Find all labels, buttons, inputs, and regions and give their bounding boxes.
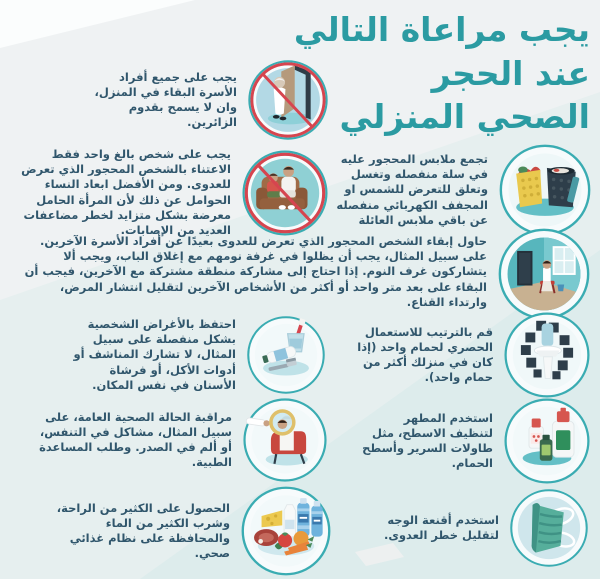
item-text: تجمع ملابس المحجور عليه في سلة منفصله وتغسل وتعلق للتعرض للشمس او المجفف الكهربائي منفصله عن باقي ملابس العائلة [336, 152, 488, 227]
page-title-line1: يجب مراعاة التالي عند الحجر [293, 10, 590, 93]
isolation-room-icon [496, 226, 592, 322]
healthy-food-icon [239, 484, 333, 578]
item-text: الحصول على الكثير من الراحة، وشرب الكثير من الماء والمحافظة على نظام غذائي صحي. [56, 500, 230, 561]
item-personal-items [7, 314, 327, 396]
item-exclusive-bathroom [340, 310, 592, 400]
item-text: قم بالترتيب للاستعمال الحصري لحمام واحد (إذا كان في منزلك أكثر من حمام واحد). [357, 324, 493, 385]
item-stay-home [5, 58, 330, 142]
item-text: يجب على شخص بالغ واحد فقط الاعتناء بالشخص المحجور الذي تعرض للعدوى. ومن الأفضل ابعاد النساء الحوامل عن ذلك لأن المرأة الحامل معرضة بشكل متزايد لخطر مضاعفات العديد من الإصابات. [21, 147, 231, 237]
laundry-baskets-icon [497, 142, 593, 238]
item-text: استخدم المطهر لتنظيف الاسطح، مثل طاولات السرير وأسطح الحمام. [362, 410, 493, 471]
item-disinfect-surfaces [342, 396, 592, 486]
face-mask-icon [508, 487, 590, 569]
item-text: احتفظ بالأغراض الشخصية بشكل منفصلة على سبيل المثال، لا تشارك المناشف أو أدوات الأكل، أو فرشاة الأسنان في نفس المكان. [73, 317, 236, 392]
item-separate-laundry [331, 142, 593, 238]
item-single-caregiver [5, 147, 330, 238]
bathroom-icon [502, 310, 592, 400]
item-health-monitoring [7, 396, 329, 484]
health-check-icon [241, 396, 329, 484]
item-text: يجب على جميع أفراد الأسرة البقاء في المنزل، وان لا يسمح بقدوم الزائرين. [94, 69, 237, 130]
page-title-line2: الصحي المنزلي [339, 97, 590, 137]
no-visitors-door-icon [246, 58, 330, 142]
item-text: مراقبة الحالة الصحية العامة، على سبيل المثال، مشاكل في التنفس، أو ألم في الصدر. وطلب المساعدة الطبية. [39, 409, 232, 470]
personal-items-icon [245, 314, 327, 396]
disinfectant-bottles-icon [502, 396, 592, 486]
item-face-masks [355, 487, 590, 569]
no-couple-couch-icon [240, 148, 330, 238]
item-text: حاول إبقاء الشخص المحجور الذي تعرض للعدوى بعيدًا عن أفراد الأسرة الآخرين. على سبيل المثال، يجب أن يظلوا في غرفة نومهم مع إغلاق الباب، ويجب ألا يتشاركون غرف النوم. إذا احتاج إلى مشاركة منطقة مشتركة مع الآخرين، فيجب أن البقاء على بعد متر واحد أو أكثر من الأشخاص الآخرين لتقليل انتشار المرض، وارتداء القناع. [24, 234, 487, 309]
item-isolation-room [6, 226, 592, 322]
item-text: استخدم أقنعة الوجه لتقليل خطر العدوى. [383, 512, 499, 542]
item-rest-hydration [7, 484, 333, 578]
